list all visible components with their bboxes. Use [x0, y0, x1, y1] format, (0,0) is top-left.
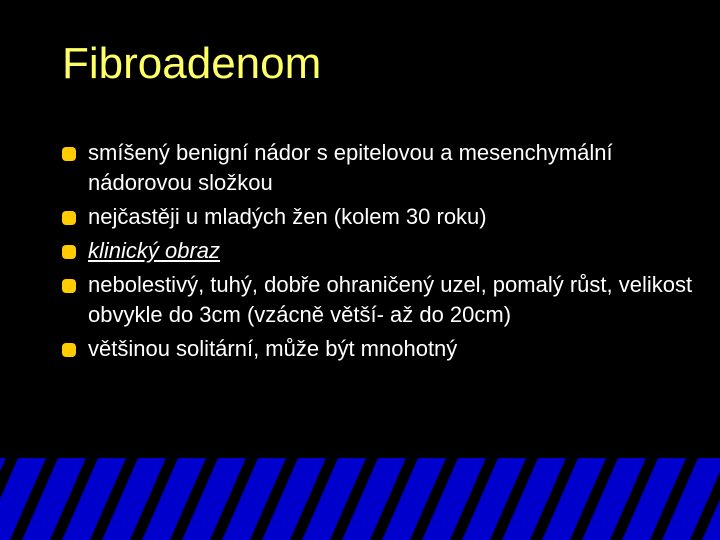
- square-bullet-icon: [62, 245, 76, 259]
- decorative-stripe-band: [0, 458, 720, 540]
- bullet-item: [62, 202, 702, 232]
- bullet-item[interactable]: [62, 236, 702, 266]
- bullet-item: [62, 138, 702, 198]
- bullet-item: [62, 334, 702, 364]
- clinical-picture-link[interactable]: klinický obraz: [88, 238, 221, 263]
- square-bullet-icon: [62, 343, 76, 357]
- bullet-item: [62, 270, 702, 330]
- bullet-text: nebolestivý, tuhý, dobře ohraničený uzel, pomalý růst, velikost obvykle do 3cm (vzácně větší- až do 20cm): [88, 272, 693, 327]
- bullet-list: [62, 138, 702, 368]
- bullet-text: většinou solitární, může být mnohotný: [88, 336, 458, 361]
- bullet-text: nejčastěji u mladých žen (kolem 30 roku): [88, 204, 487, 229]
- square-bullet-icon: [62, 279, 76, 293]
- slide-title: Fibroadenom: [62, 39, 322, 88]
- square-bullet-icon: [62, 211, 76, 225]
- bullet-text: smíšený benigní nádor s epitelovou a mesenchymální nádorovou složkou: [88, 140, 613, 195]
- square-bullet-icon: [62, 147, 76, 161]
